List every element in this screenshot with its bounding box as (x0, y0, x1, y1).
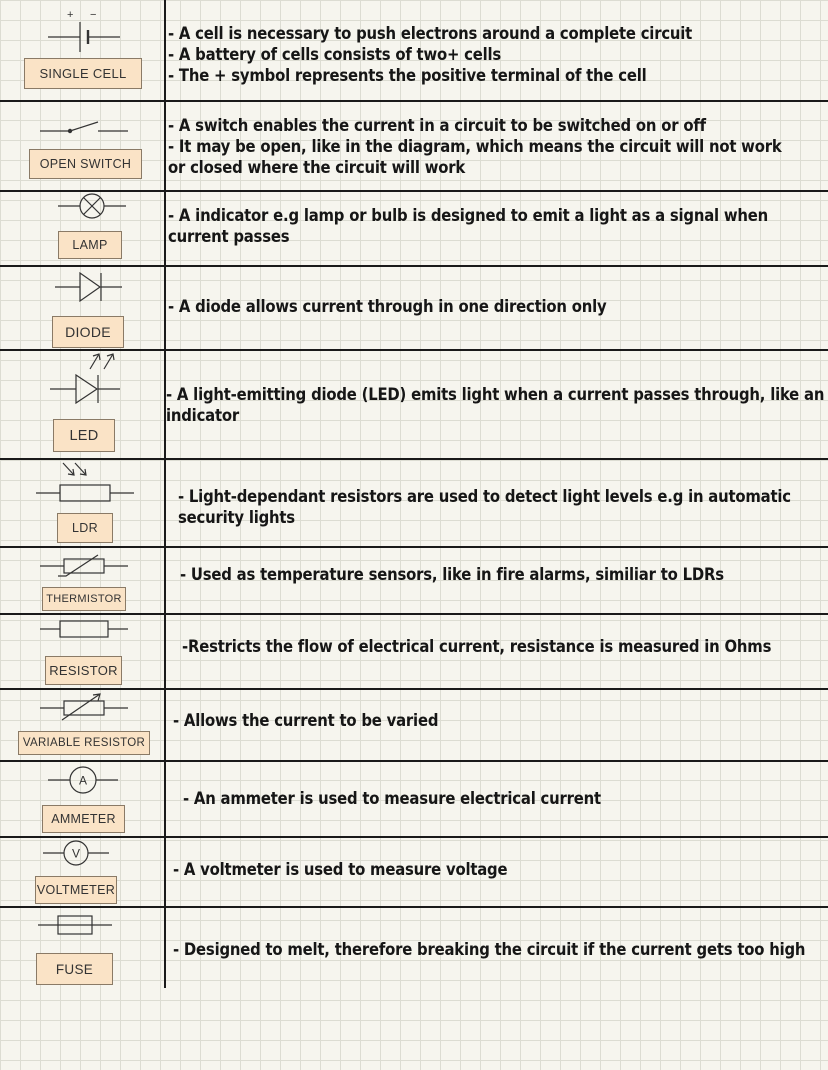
desc-line: - The + symbol represents the positive terminal of the cell (168, 66, 647, 85)
label-fuse: FUSE (36, 953, 113, 985)
label-resistor: RESISTOR (45, 656, 122, 685)
ammeter-icon (0, 762, 164, 798)
row-voltmeter (0, 838, 828, 906)
desc-line: - A cell is necessary to push electrons around a complete circuit (168, 24, 693, 43)
thermistor-icon (0, 548, 164, 580)
row-resistor (0, 615, 828, 688)
desc-diode (168, 296, 816, 317)
voltmeter-letter: V (71, 846, 81, 861)
lamp-icon (0, 192, 164, 222)
symbol-switch (0, 102, 164, 190)
symbol-fuse (0, 908, 164, 998)
desc-line: security lights (178, 508, 295, 527)
symbol-led (0, 351, 164, 458)
desc-line: - A indicator e.g lamp or bulb is designed to emit a light as a signal when (168, 206, 768, 225)
desc-line: - Used as temperature sensors, like in fire alarms, similiar to LDRs (180, 565, 724, 584)
row-variable-resistor (0, 690, 828, 760)
desc-line: or closed where the circuit will work (168, 158, 466, 177)
ammeter-letter: A (78, 773, 88, 788)
desc-line: - It may be open, like in the diagram, which means the circuit will not work (168, 137, 782, 156)
desc-fuse (173, 939, 816, 960)
desc-line: - An ammeter is used to measure electrical current (183, 789, 601, 808)
symbol-ldr (0, 460, 164, 546)
symbol-resistor (0, 615, 164, 688)
desc-ldr (178, 486, 816, 528)
label-open-switch: OPEN SWITCH (29, 149, 142, 179)
switch-icon (0, 102, 164, 147)
row-lamp (0, 192, 828, 265)
desc-line: - Allows the current to be varied (173, 711, 439, 730)
symbol-ammeter (0, 762, 164, 836)
row-led (0, 351, 828, 458)
desc-line: current passes (168, 227, 290, 246)
led-icon (0, 351, 164, 409)
desc-line: - Light-dependant resistors are used to detect light levels e.g in automatic (178, 487, 791, 506)
desc-single-cell (168, 23, 816, 86)
voltmeter-icon (0, 838, 164, 872)
desc-led (166, 384, 825, 426)
symbol-cell (0, 0, 164, 100)
desc-line: - A light-emitting diode (LED) emits light when a current passes through, like an (166, 385, 825, 404)
symbol-lamp (0, 192, 164, 265)
desc-variable-resistor (173, 710, 816, 731)
desc-ammeter (183, 788, 816, 809)
label-led: LED (53, 419, 115, 452)
label-ldr: LDR (57, 513, 113, 543)
symbol-thermistor (0, 548, 164, 613)
resistor-icon (0, 615, 164, 645)
label-voltmeter: VOLTMETER (35, 876, 117, 904)
row-single-cell (0, 0, 828, 100)
desc-line: -Restricts the flow of electrical current, resistance is measured in Ohms (182, 637, 772, 656)
desc-voltmeter (173, 859, 816, 880)
desc-line: - A switch enables the current in a circuit to be switched on or off (168, 116, 706, 135)
desc-line: - A battery of cells consists of two+ cells (168, 45, 502, 64)
diode-icon (0, 267, 164, 309)
label-variable-resistor: VARIABLE RESISTOR (18, 731, 150, 755)
desc-line: - A diode allows current through in one direction only (168, 297, 607, 316)
desc-lamp (168, 205, 816, 247)
desc-resistor (182, 636, 816, 657)
desc-line: indicator (166, 406, 239, 425)
label-thermistor: THERMISTOR (42, 587, 126, 611)
label-diode: DIODE (52, 316, 124, 348)
symbol-diode (0, 267, 164, 349)
desc-line: - A voltmeter is used to measure voltage (173, 860, 508, 879)
row-ldr (0, 460, 828, 546)
row-diode (0, 267, 828, 349)
symbol-variable-resistor (0, 690, 164, 760)
label-lamp: LAMP (58, 231, 122, 259)
positive-terminal-mark: + (67, 9, 74, 21)
cell-icon (0, 0, 164, 60)
row-thermistor (0, 548, 828, 613)
negative-terminal-mark: − (90, 9, 97, 21)
variable-resistor-icon (0, 690, 164, 724)
desc-line: - Designed to melt, therefore breaking the circuit if the current gets too high (173, 940, 806, 959)
label-single-cell: SINGLE CELL (24, 58, 142, 89)
desc-open-switch (168, 115, 816, 178)
label-ammeter: AMMETER (42, 805, 125, 833)
ldr-icon (0, 460, 164, 508)
symbol-voltmeter (0, 838, 164, 906)
row-ammeter (0, 762, 828, 836)
desc-thermistor (180, 564, 816, 585)
row-fuse (0, 908, 828, 998)
fuse-icon (0, 908, 164, 942)
row-open-switch (0, 102, 828, 190)
